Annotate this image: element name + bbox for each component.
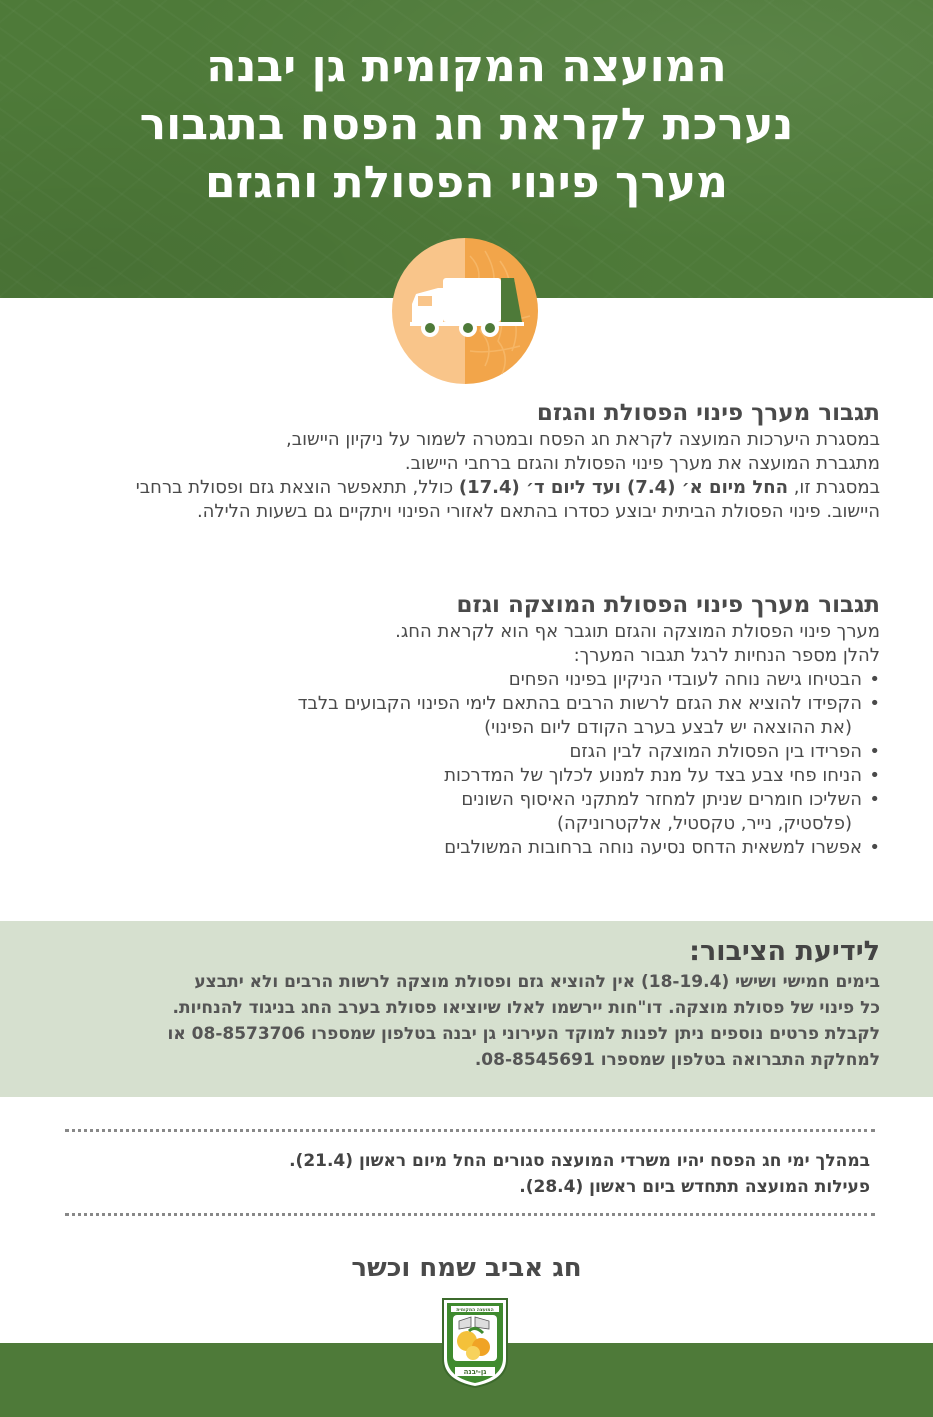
- list-item-note: (פלסטיק, נייר, טקסטיל, אלקטרוניקה): [557, 813, 852, 834]
- holiday-greeting: חג אביב שמח וכשר: [351, 1253, 582, 1283]
- list-item: [95, 668, 880, 692]
- list-item: [95, 740, 880, 764]
- paragraph-line: מערך פינוי הפסולת המוצקה והגזם תוגבר אף הוא לקראת החג.: [395, 621, 880, 642]
- dotted-divider: [65, 1129, 875, 1132]
- notice-line: כל פינוי של פסולת מוצקה. דו"חות יירשמו לאלו שיוציאו פסולת בערב החג בניגוד להנחיות.: [172, 998, 880, 1018]
- list-item-text: אפשרו למשאית הדחס נסיעה נוחה ברחובות המשולבים: [444, 837, 862, 858]
- municipality-logo: [441, 1297, 509, 1389]
- office-closure-notice: [70, 1148, 870, 1200]
- paragraph-dates: [95, 476, 880, 524]
- logo-bottom-text: גן-יבנה: [463, 1368, 487, 1376]
- section-waste-removal: [95, 398, 880, 524]
- paragraph-line: להלן מספר הנחיות לרגל תגבור המערך:: [573, 645, 880, 666]
- public-notice-text: [55, 969, 880, 1073]
- dates-highlight: החל מיום א׳ (7.4) ועד ליום ד׳ (17.4): [458, 477, 788, 498]
- garbage-truck-icon: [390, 236, 540, 386]
- list-item: [95, 788, 880, 836]
- notice-line: למחלקת התברואה בטלפון שמספרו 08-8545691.: [474, 1050, 880, 1070]
- page-title: [20, 38, 913, 212]
- closure-line: פעילות המועצה תתחדש ביום ראשון (28.4).: [519, 1177, 870, 1197]
- list-item: [95, 692, 880, 740]
- logo-top-text: המועצה המקומית: [456, 1308, 494, 1313]
- dates-rest: כולל, תתאפשר הוצאת גזם ופסולת ברחבי היישוב. פינוי הפסולת הביתית יבוצע כסדרו בהתאם לאזורי הפינוי ויתקיים גם בשעות הלילה.: [135, 477, 880, 522]
- section-body: [95, 620, 880, 860]
- public-notice-title: לידיעת הציבור:: [689, 936, 880, 967]
- closure-line: במהלך ימי חג הפסח יהיו משרדי המועצה סגורים החל מיום ראשון (21.4).: [289, 1151, 870, 1171]
- guidelines-list: [95, 668, 880, 860]
- dates-prefix: במסגרת זו,: [787, 477, 880, 498]
- section-heading: תגבור מערך פינוי הפסולת המוצקה וגזם: [456, 592, 880, 618]
- section-solid-waste: [95, 590, 880, 860]
- list-item-note: (את ההוצאה יש לבצע בערב הקודם ליום הפינוי): [484, 717, 852, 738]
- section-heading: תגבור מערך פינוי הפסולת והגזם: [536, 400, 880, 426]
- notice-line: לקבלת פרטים נוספים ניתן לפנות למוקד העירוני גן יבנה בטלפון שמספרו 08-8573706 או: [167, 1024, 880, 1044]
- section-body: [95, 428, 880, 524]
- title-line: מערך פינוי הפסולת והגזם: [205, 157, 728, 208]
- list-item-text: הניחו פחי צבע בצד על מנת למנוע לכלוך של המדרכות: [444, 765, 862, 786]
- list-item-text: הבטיחו גישה נוחה לעובדי הניקיון בפינוי הפחים: [508, 669, 862, 690]
- paragraph-line: במסגרת היערכות המועצה לקראת חג הפסח ובמטרה לשמור על ניקיון היישוב,: [286, 429, 880, 450]
- list-item-text: השליכו חומרים שניתן למחזר למתקני האיסוף השונים: [461, 789, 862, 810]
- list-item-text: הפרידו בין הפסולת המוצקה לבין הגזם: [569, 741, 862, 762]
- paragraph-line: מתגברת המועצה את מערך פינוי הפסולת והגזם ברחבי היישוב.: [404, 453, 880, 474]
- list-item: [95, 764, 880, 788]
- list-item-text: הקפידו להוציא את הגזם לרשות הרבים בהתאם לימי הפינוי הקבועים בלבד: [297, 693, 862, 714]
- notice-line: בימים חמישי ושישי (18-19.4) אין להוציא גזם ופסולת מוצקה לרשות הרבים ולא יתבצע: [194, 972, 880, 992]
- title-line: נערכת לקראת חג הפסח בתגבור: [139, 99, 794, 150]
- list-item: [95, 836, 880, 860]
- dotted-divider: [65, 1213, 875, 1216]
- title-line: המועצה המקומית גן יבנה: [206, 41, 727, 92]
- public-notice-box: [0, 921, 933, 1097]
